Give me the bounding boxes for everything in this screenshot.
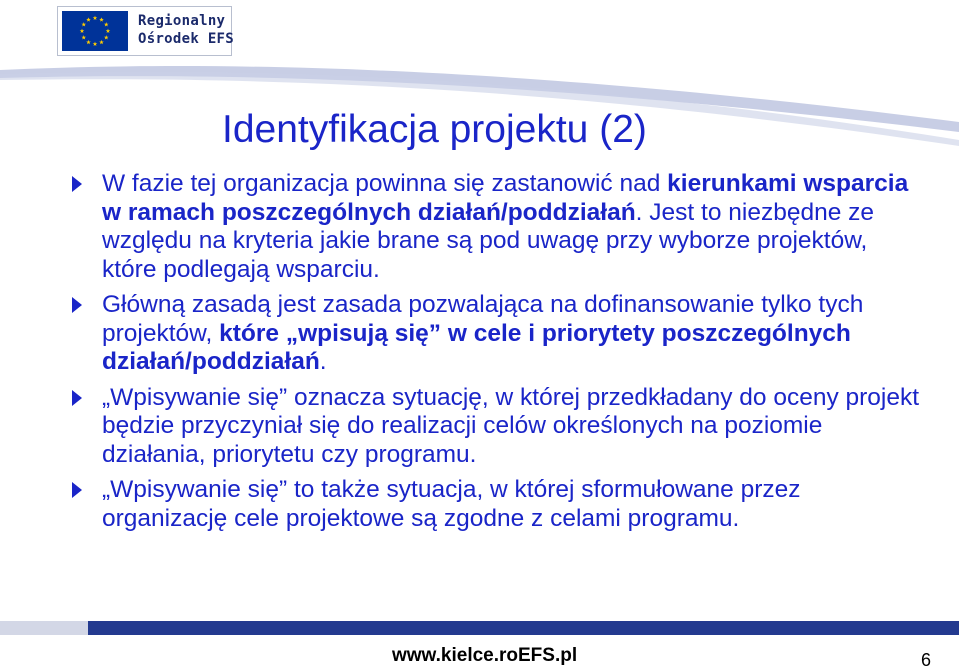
star-icon [99,17,104,21]
bullet-arrow-icon [72,482,82,498]
bullet-arrow-icon [72,390,82,406]
star-icon [81,35,86,39]
bullet-bold-text: które „wpisują się” w cele i priorytety poszczególnych działań/poddziałań [102,319,851,375]
bullet-text: Główną zasadą jest zasada pozwalająca na dofinansowanie tylko tych projektów, [102,291,864,347]
bullet-text: „Wpisywanie się” oznacza sytuację, w której przedkładany do oceny projekt będzie przyczyniał się do realizacji celów określonych na poziomie działania, priorytetu czy programu. [102,383,920,468]
bullet-text: . [319,348,327,375]
page-number: 6 [921,650,932,670]
bullet-item [72,170,922,284]
star-icon [99,40,104,44]
bullet-item [72,384,922,470]
star-icon [86,17,91,21]
slide-title: Identyfikacja projektu (2) [222,108,647,151]
bullet-item [72,291,922,377]
star-icon [104,22,109,26]
bullet-item [72,476,922,533]
logo-line-1: Regionalny [138,13,226,29]
bullet-list [72,170,922,540]
bullet-text: . Jest to niezbędne ze względu na kryteria jakie brane są pod uwagę przy wyborze projektów, które podlegają wsparciu. [102,198,875,283]
star-icon [93,42,98,46]
eu-flag-icon [62,11,128,51]
logo-line-2: Ośrodek EFS [138,31,235,47]
bullet-text: „Wpisywanie się” to także sytuacja, w której sformułowane przez organizację cele projektowe są zgodne z celami programu. [102,476,801,532]
star-icon [80,29,85,33]
bullet-arrow-icon [72,297,82,313]
star-icon [106,29,111,33]
footer-url: www.kielce.roEFS.pl [392,645,578,666]
logo [57,6,235,56]
bullet-bold-text: kierunkami wsparcia w ramach poszczególnych działań/poddziałań [102,170,909,226]
star-icon [86,40,91,44]
star-icon [81,22,86,26]
bullet-text: W fazie tej organizacja powinna się zastanowić nad [102,170,668,197]
logo-text [138,12,234,48]
footer-bar [0,621,959,635]
bullet-arrow-icon [72,176,82,192]
star-icon [93,16,98,20]
star-icon [104,35,109,39]
